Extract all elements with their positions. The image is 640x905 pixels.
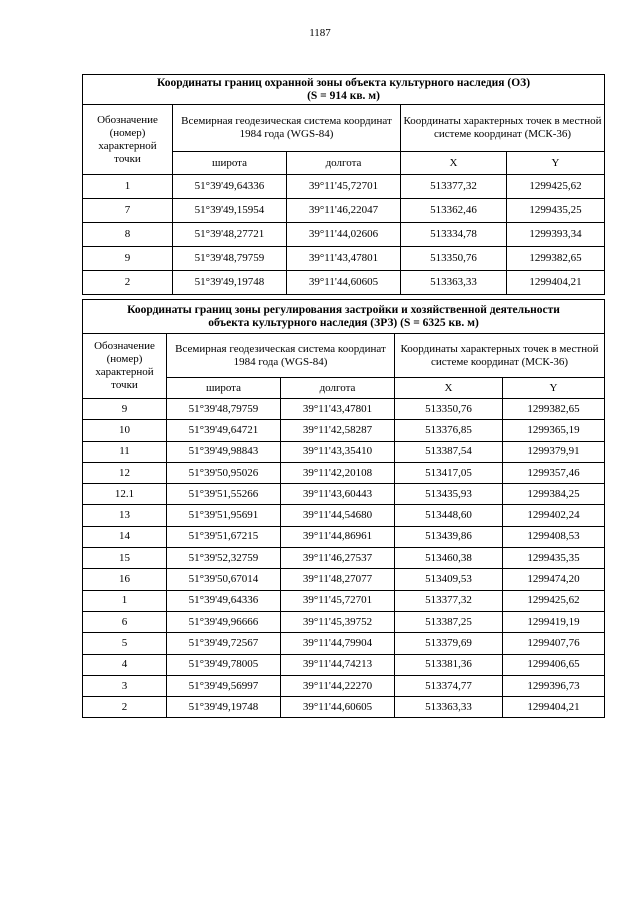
table-title-line1: Координаты границ зоны регулирования застройки и хозяйственной деятельности xyxy=(127,303,560,316)
cell-longitude: 39°11'44,79904 xyxy=(281,633,395,654)
subheader-latitude: широта xyxy=(167,378,281,399)
cell-y: 1299425,62 xyxy=(503,590,605,611)
cell-x: 513387,25 xyxy=(395,611,503,632)
cell-y: 1299384,25 xyxy=(503,484,605,505)
subheader-x: X xyxy=(401,152,507,175)
cell-y: 1299396,73 xyxy=(503,675,605,696)
cell-longitude: 39°11'44,74213 xyxy=(281,654,395,675)
cell-latitude: 51°39'49,64336 xyxy=(173,175,287,199)
cell-x: 513387,54 xyxy=(395,441,503,462)
cell-x: 513381,36 xyxy=(395,654,503,675)
cell-point-id: 13 xyxy=(83,505,167,526)
table-row xyxy=(83,548,605,569)
cell-x: 513409,53 xyxy=(395,569,503,590)
header-msk36: Координаты характерных точек в местной системе координат (МСК-36) xyxy=(401,105,605,152)
subheader-y: Y xyxy=(503,378,605,399)
table-row xyxy=(83,697,605,718)
table-title-line1: Координаты границ охранной зоны объекта культурного наследия (ОЗ) xyxy=(156,76,531,89)
table-row xyxy=(83,633,605,654)
cell-longitude: 39°11'44,02606 xyxy=(287,223,401,247)
cell-y: 1299382,65 xyxy=(503,399,605,420)
cell-latitude: 51°39'50,67014 xyxy=(167,569,281,590)
table-row xyxy=(83,223,605,247)
cell-x: 513435,93 xyxy=(395,484,503,505)
cell-longitude: 39°11'45,39752 xyxy=(281,611,395,632)
table-title-line2: (S = 914 кв. м) xyxy=(307,89,380,102)
cell-x: 513363,33 xyxy=(401,271,507,295)
cell-latitude: 51°39'49,78005 xyxy=(167,654,281,675)
cell-longitude: 39°11'45,72701 xyxy=(287,175,401,199)
cell-latitude: 51°39'49,19748 xyxy=(167,697,281,718)
cell-x: 513350,76 xyxy=(401,247,507,271)
header-wgs84: Всемирная геодезическая система координат 1984 года (WGS-84) xyxy=(173,105,401,152)
cell-latitude: 51°39'49,15954 xyxy=(173,199,287,223)
cell-y: 1299435,25 xyxy=(507,199,605,223)
cell-longitude: 39°11'46,27537 xyxy=(281,548,395,569)
table-row xyxy=(83,247,605,271)
cell-x: 513377,32 xyxy=(401,175,507,199)
cell-x: 513379,69 xyxy=(395,633,503,654)
cell-y: 1299404,21 xyxy=(507,271,605,295)
oz-coordinates-table xyxy=(82,74,605,295)
header-wgs84: Всемирная геодезическая система координат 1984 года (WGS-84) xyxy=(167,334,395,378)
cell-point-id: 1 xyxy=(83,175,173,199)
cell-y: 1299402,24 xyxy=(503,505,605,526)
cell-y: 1299408,53 xyxy=(503,526,605,547)
cell-longitude: 39°11'44,60605 xyxy=(281,697,395,718)
table-title xyxy=(83,300,605,334)
table-row xyxy=(83,399,605,420)
cell-x: 513374,77 xyxy=(395,675,503,696)
cell-latitude: 51°39'49,19748 xyxy=(173,271,287,295)
cell-latitude: 51°39'49,64336 xyxy=(167,590,281,611)
cell-y: 1299407,76 xyxy=(503,633,605,654)
cell-latitude: 51°39'51,95691 xyxy=(167,505,281,526)
header-point-id: Обозначение (номер) характерной точки xyxy=(83,105,173,175)
cell-longitude: 39°11'44,22270 xyxy=(281,675,395,696)
cell-point-id: 16 xyxy=(83,569,167,590)
cell-latitude: 51°39'51,67215 xyxy=(167,526,281,547)
cell-longitude: 39°11'42,58287 xyxy=(281,420,395,441)
subheader-latitude: широта xyxy=(173,152,287,175)
cell-latitude: 51°39'48,79759 xyxy=(167,399,281,420)
cell-y: 1299365,19 xyxy=(503,420,605,441)
table-row xyxy=(83,420,605,441)
cell-point-id: 6 xyxy=(83,611,167,632)
cell-point-id: 8 xyxy=(83,223,173,247)
cell-latitude: 51°39'49,98843 xyxy=(167,441,281,462)
table-title-line2: объекта культурного наследия (ЗРЗ) (S = 6325 кв. м) xyxy=(208,316,479,329)
cell-latitude: 51°39'51,55266 xyxy=(167,484,281,505)
table-row xyxy=(83,526,605,547)
cell-latitude: 51°39'49,72567 xyxy=(167,633,281,654)
cell-x: 513376,85 xyxy=(395,420,503,441)
cell-longitude: 39°11'46,22047 xyxy=(287,199,401,223)
cell-y: 1299474,20 xyxy=(503,569,605,590)
cell-longitude: 39°11'44,86961 xyxy=(281,526,395,547)
table-row xyxy=(83,199,605,223)
cell-point-id: 4 xyxy=(83,654,167,675)
cell-point-id: 11 xyxy=(83,441,167,462)
header-point-id: Обозначение (номер) характерной точки xyxy=(83,334,167,399)
cell-point-id: 12.1 xyxy=(83,484,167,505)
cell-y: 1299404,21 xyxy=(503,697,605,718)
cell-x: 513460,38 xyxy=(395,548,503,569)
table-row xyxy=(83,590,605,611)
cell-x: 513334,78 xyxy=(401,223,507,247)
cell-longitude: 39°11'48,27077 xyxy=(281,569,395,590)
cell-longitude: 39°11'45,72701 xyxy=(281,590,395,611)
subheader-x: X xyxy=(395,378,503,399)
cell-point-id: 10 xyxy=(83,420,167,441)
cell-x: 513350,76 xyxy=(395,399,503,420)
cell-latitude: 51°39'48,79759 xyxy=(173,247,287,271)
cell-x: 513362,46 xyxy=(401,199,507,223)
cell-longitude: 39°11'43,47801 xyxy=(281,399,395,420)
cell-longitude: 39°11'42,20108 xyxy=(281,462,395,483)
header-msk36: Координаты характерных точек в местной системе координат (МСК-36) xyxy=(395,334,605,378)
cell-point-id: 14 xyxy=(83,526,167,547)
cell-y: 1299419,19 xyxy=(503,611,605,632)
cell-x: 513363,33 xyxy=(395,697,503,718)
cell-x: 513377,32 xyxy=(395,590,503,611)
cell-latitude: 51°39'49,64721 xyxy=(167,420,281,441)
cell-longitude: 39°11'43,60443 xyxy=(281,484,395,505)
cell-y: 1299393,34 xyxy=(507,223,605,247)
cell-x: 513448,60 xyxy=(395,505,503,526)
cell-latitude: 51°39'49,56997 xyxy=(167,675,281,696)
table-row xyxy=(83,611,605,632)
cell-latitude: 51°39'52,32759 xyxy=(167,548,281,569)
subheader-y: Y xyxy=(507,152,605,175)
subheader-longitude: долгота xyxy=(281,378,395,399)
cell-latitude: 51°39'49,96666 xyxy=(167,611,281,632)
cell-point-id: 2 xyxy=(83,697,167,718)
table-row xyxy=(83,484,605,505)
cell-y: 1299382,65 xyxy=(507,247,605,271)
cell-x: 513417,05 xyxy=(395,462,503,483)
table-row xyxy=(83,441,605,462)
cell-y: 1299357,46 xyxy=(503,462,605,483)
cell-point-id: 9 xyxy=(83,247,173,271)
table-row xyxy=(83,462,605,483)
page-number: 1187 xyxy=(309,27,331,39)
cell-y: 1299425,62 xyxy=(507,175,605,199)
cell-point-id: 2 xyxy=(83,271,173,295)
table-row xyxy=(83,654,605,675)
cell-point-id: 15 xyxy=(83,548,167,569)
cell-point-id: 5 xyxy=(83,633,167,654)
cell-point-id: 1 xyxy=(83,590,167,611)
cell-y: 1299379,91 xyxy=(503,441,605,462)
cell-y: 1299435,35 xyxy=(503,548,605,569)
table-row xyxy=(83,505,605,526)
subheader-longitude: долгота xyxy=(287,152,401,175)
table-row xyxy=(83,569,605,590)
cell-point-id: 3 xyxy=(83,675,167,696)
cell-longitude: 39°11'43,35410 xyxy=(281,441,395,462)
cell-latitude: 51°39'50,95026 xyxy=(167,462,281,483)
cell-point-id: 7 xyxy=(83,199,173,223)
zrz-coordinates-table xyxy=(82,299,605,718)
cell-x: 513439,86 xyxy=(395,526,503,547)
cell-point-id: 12 xyxy=(83,462,167,483)
table-row xyxy=(83,271,605,295)
cell-y: 1299406,65 xyxy=(503,654,605,675)
cell-latitude: 51°39'48,27721 xyxy=(173,223,287,247)
table-row xyxy=(83,175,605,199)
cell-point-id: 9 xyxy=(83,399,167,420)
table-row xyxy=(83,675,605,696)
cell-longitude: 39°11'44,60605 xyxy=(287,271,401,295)
cell-longitude: 39°11'43,47801 xyxy=(287,247,401,271)
table-title xyxy=(83,75,605,105)
cell-longitude: 39°11'44,54680 xyxy=(281,505,395,526)
